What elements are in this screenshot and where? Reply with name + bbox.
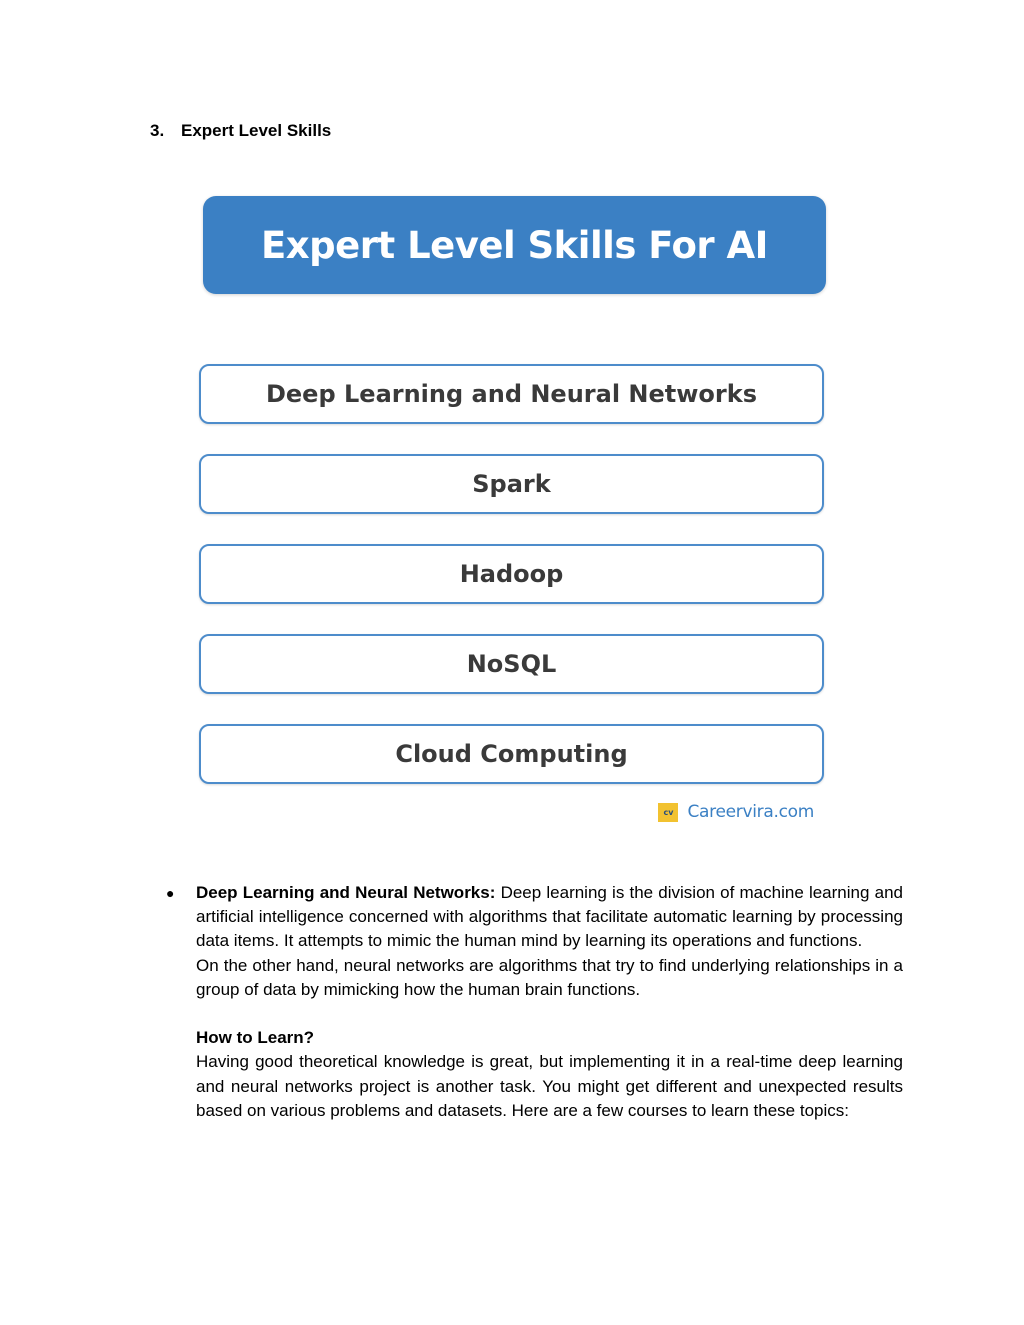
- how-to-learn-paragraph: Having good theoretical knowledge is great, but implementing it in a real-time deep learning and neural networks project is another task. You might get different and unexpected results based on various problems and datasets. Here are a few courses to learn these topics:: [196, 1052, 903, 1120]
- brand-name: Careervira.com: [687, 802, 814, 822]
- definition-paragraph: [196, 881, 903, 954]
- careervira-logo-icon: cv: [658, 803, 678, 822]
- term-label: Deep Learning and Neural Networks:: [196, 883, 496, 902]
- skill-box-deep-learning: Deep Learning and Neural Networks: [199, 364, 824, 424]
- infographic-banner-title: Expert Level Skills For AI: [203, 196, 826, 294]
- bullet-marker: ●: [166, 885, 175, 901]
- brand-watermark: [658, 802, 814, 822]
- section-heading: [150, 121, 331, 141]
- skill-box-cloud-computing: Cloud Computing: [199, 724, 824, 784]
- skills-infographic: [196, 193, 830, 833]
- term-definition: Deep learning is the division of machine learning and artificial intelligence concerned with algorithms that facilitate automatic learning by processing data items. It attempts to mimic the human mind by learning its operations and functions.: [196, 883, 903, 951]
- skill-box-spark: Spark: [199, 454, 824, 514]
- neural-networks-paragraph: On the other hand, neural networks are algorithms that try to find underlying relationships in a group of data by mimicking how the human brain functions.: [196, 955, 903, 999]
- section-number: 3.: [150, 121, 165, 140]
- skills-bullet-list: [166, 881, 903, 1123]
- section-title: Expert Level Skills: [181, 121, 332, 140]
- list-item: [166, 881, 903, 1123]
- skill-box-hadoop: Hadoop: [199, 544, 824, 604]
- how-to-learn-heading: How to Learn?: [196, 1028, 315, 1048]
- skill-box-nosql: NoSQL: [199, 634, 824, 694]
